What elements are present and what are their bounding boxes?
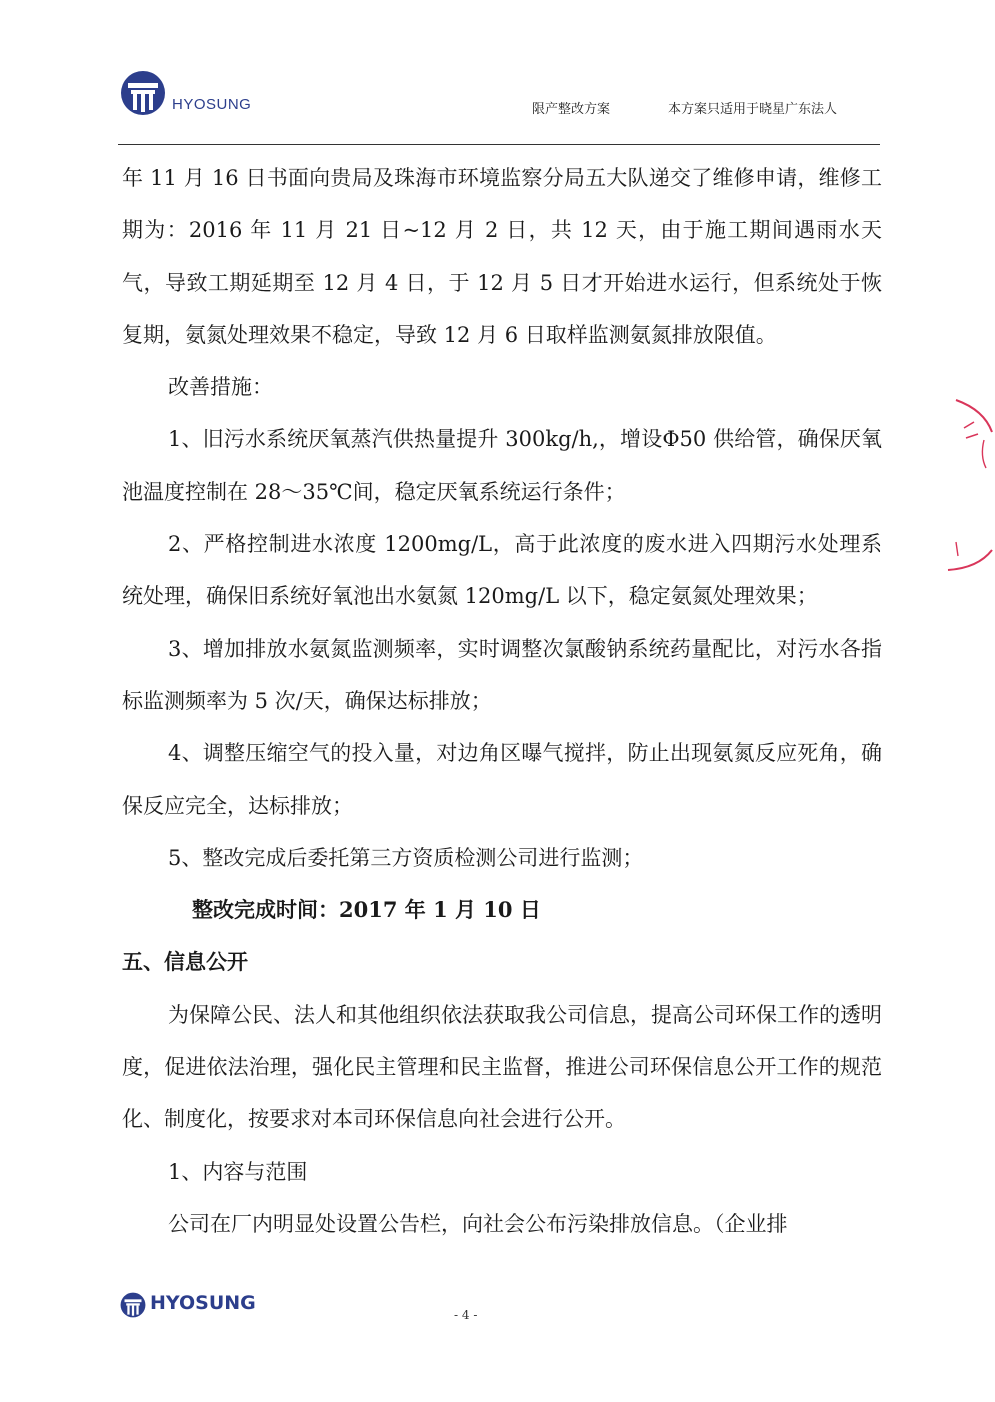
header-note: 本方案只适用于晓星广东法人 bbox=[668, 102, 838, 117]
improvement-heading: 改善措施： bbox=[168, 375, 273, 400]
header-title: 限产整改方案 bbox=[532, 102, 611, 117]
paragraph-repair-history: 年 11 月 16 日书面向贵局及珠海市环境监察分局五大队递交了维修申请，维修工期为：2016 年 11 月 21 日~12 月 2 日，共 12 天，由于施工期间遇雨水天气，导致工期延期至 12 月 4 日，于 12 月 5 日才开始进水运行，但系统处于恢复期，氨氮处理效果不稳定，导致 12 月 6 日取样监测氨氮排放限值。 bbox=[122, 166, 882, 347]
section-5-heading: 五、信息公开 bbox=[122, 949, 248, 975]
paragraph-info-disclosure: 为保障公民、法人和其他组织依法获取我公司信息，提高公司环保工作的透明度，促进依法治理，强化民主管理和民主监督，推进公司环保信息公开工作的规范化、制度化，按要求对本司环保信息向社会进行公开。 bbox=[122, 1002, 882, 1132]
measure-5: 5、整改完成后委托第三方资质检测公司进行监测； bbox=[168, 845, 644, 870]
measure-2: 2、严格控制进水浓度 1200mg/L，高于此浓度的废水进入四期污水处理系统处理，确保旧系统好氧池出水氨氮 120mg/L 以下，稳定氨氮处理效果； bbox=[122, 532, 882, 609]
footer-logo-icon bbox=[120, 1292, 146, 1318]
header-divider bbox=[118, 144, 880, 145]
completion-date: 整改完成时间：2017 年 1 月 10 日 bbox=[192, 897, 541, 923]
seal-stamp-icon bbox=[944, 392, 994, 582]
document-body bbox=[122, 152, 882, 1250]
measure-3: 3、增加排放水氨氮监测频率，实时调整次氯酸钠系统药量配比，对污水各指标监测频率为 5 次/天，确保达标排放； bbox=[122, 636, 882, 713]
hyosung-logo-icon bbox=[120, 70, 166, 116]
page-number: - 4 - bbox=[454, 1308, 478, 1322]
header-logo-text: HYOSUNG bbox=[172, 96, 252, 113]
paragraph-bulletin-board: 公司在厂内明显处设置公告栏，向社会公布污染排放信息。（企业排 bbox=[168, 1211, 788, 1236]
measure-1: 1、旧污水系统厌氧蒸汽供热量提升 300kg/h,，增设Φ50 供给管，确保厌氧池温度控制在 28～35℃间，稳定厌氧系统运行条件； bbox=[122, 427, 882, 504]
measure-4: 4、调整压缩空气的投入量，对边角区曝气搅拌，防止出现氨氮反应死角，确保反应完全，达标排放； bbox=[122, 741, 882, 818]
page-footer bbox=[120, 1290, 882, 1330]
subheading-scope: 1、内容与范围 bbox=[168, 1159, 308, 1184]
page-header bbox=[118, 68, 880, 148]
footer-logo-text: HYOSUNG bbox=[150, 1292, 256, 1314]
